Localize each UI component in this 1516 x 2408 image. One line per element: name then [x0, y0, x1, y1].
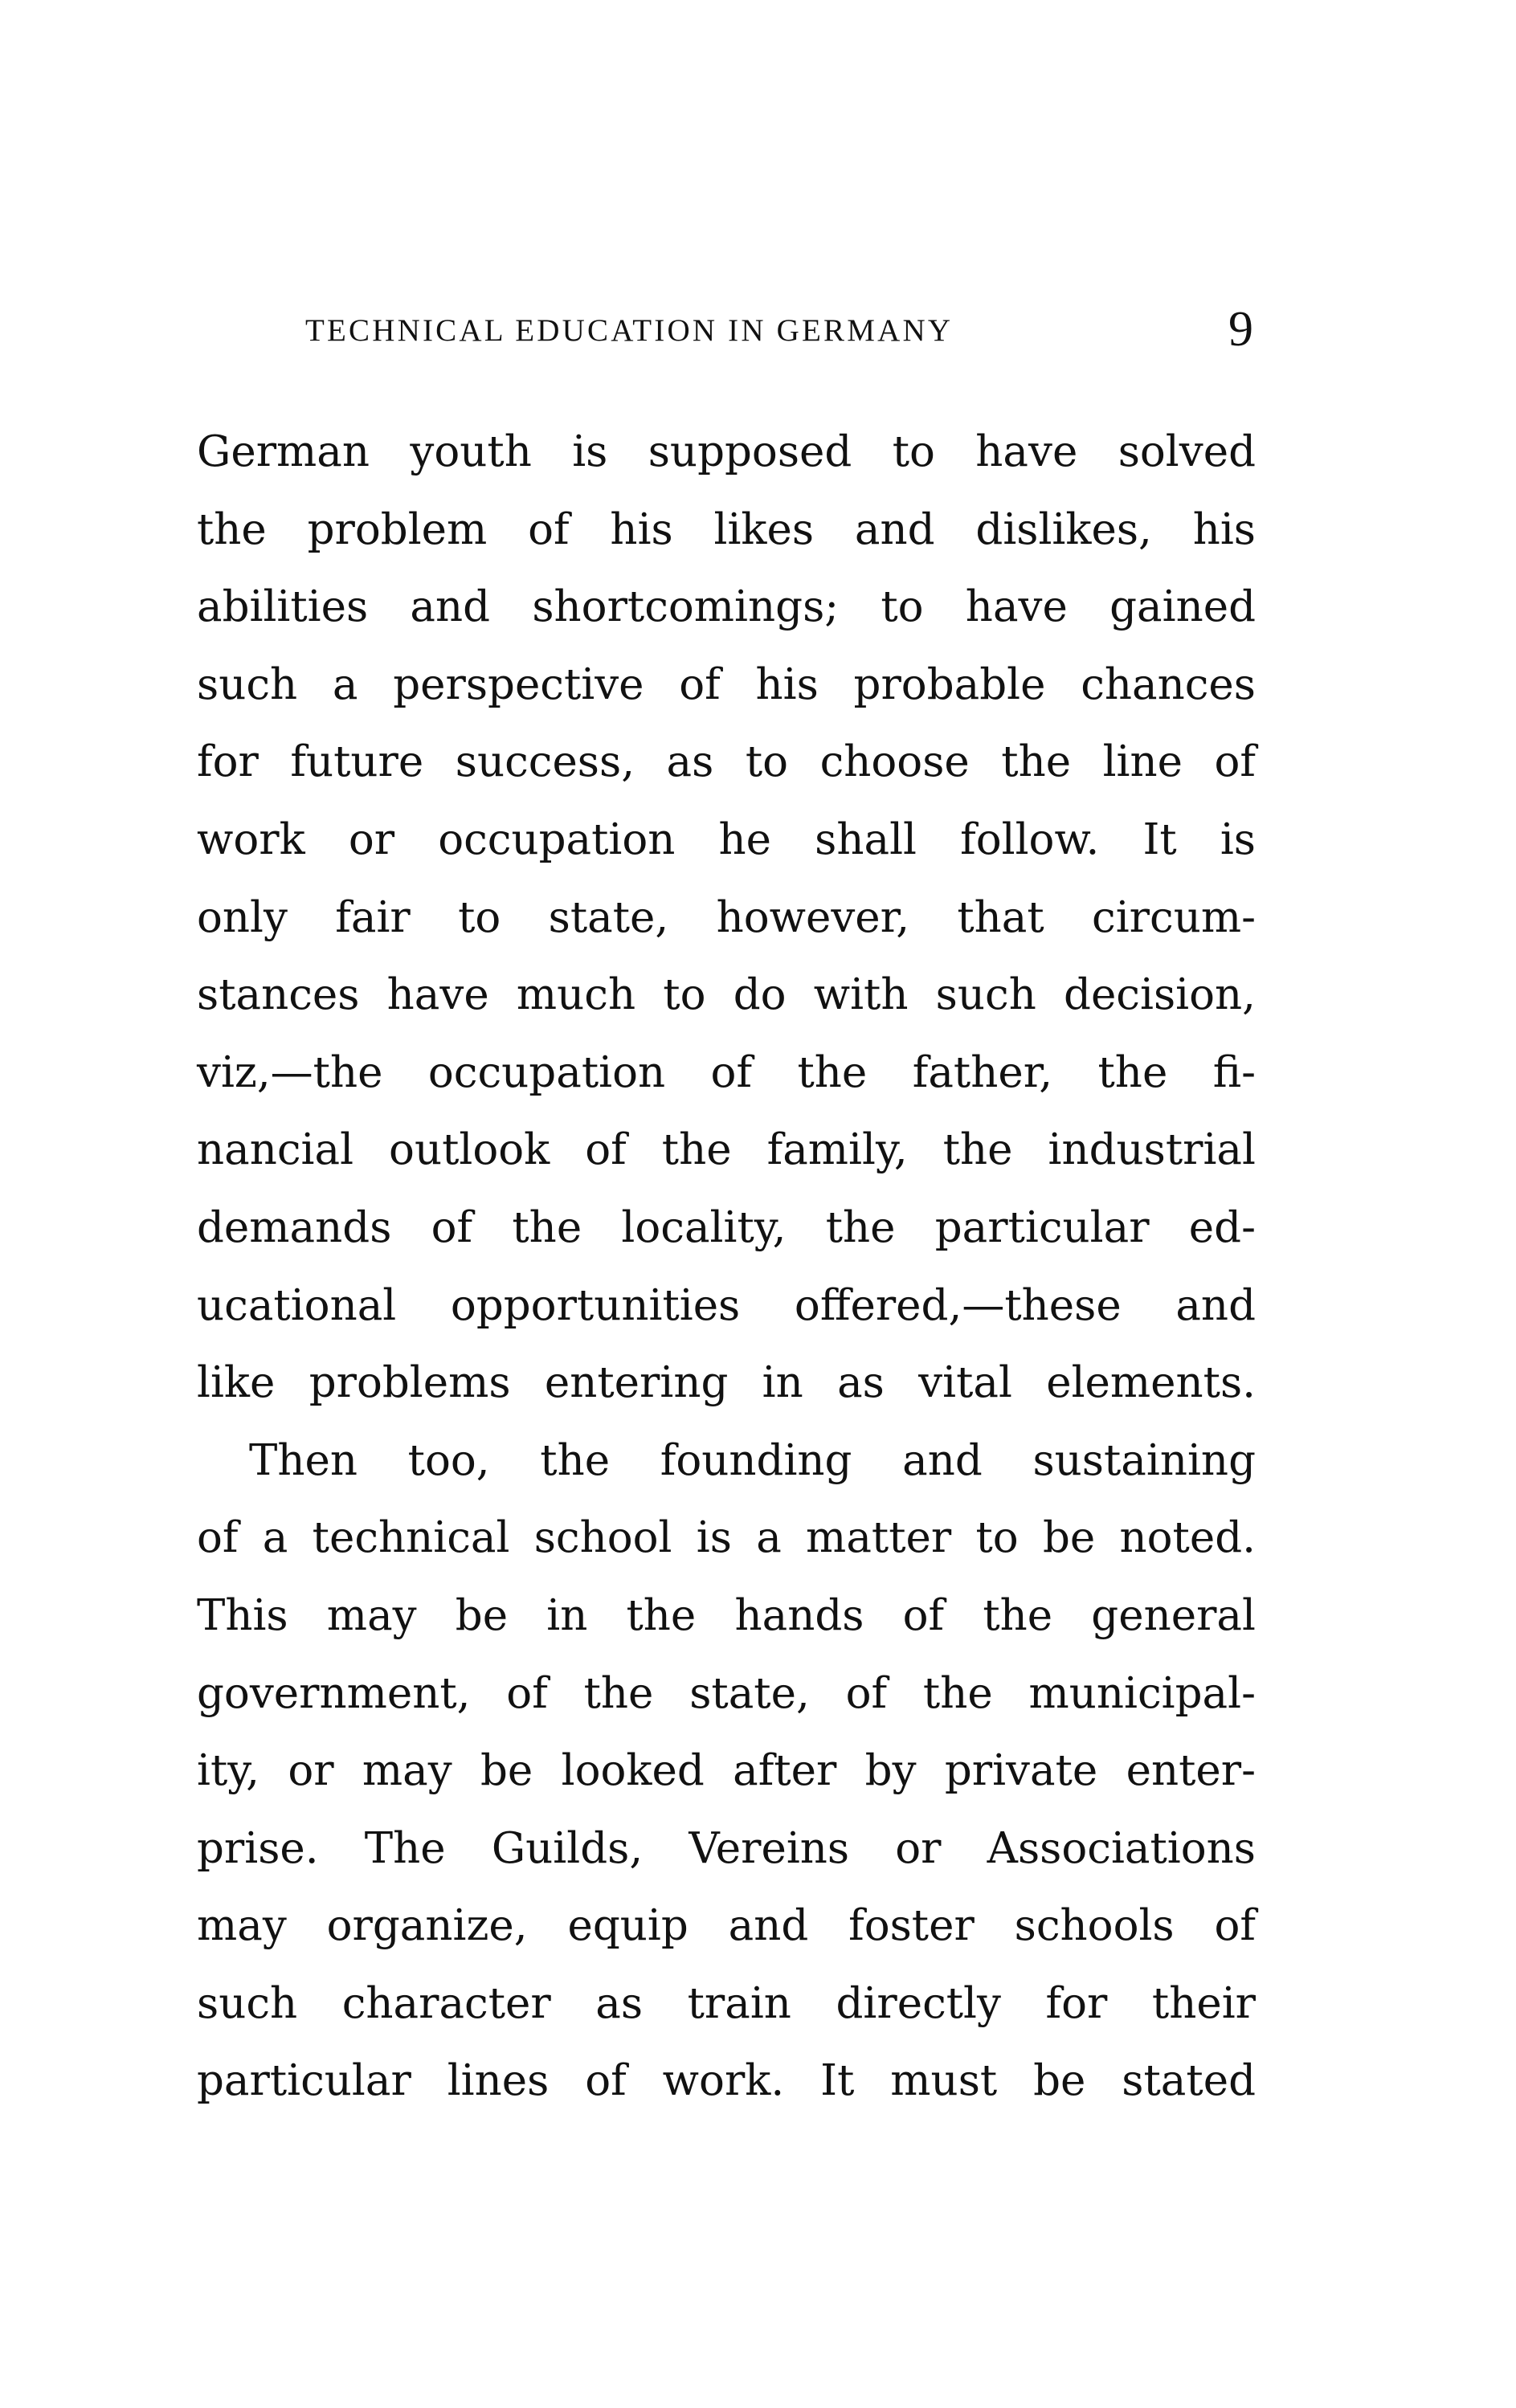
- text-line: for future success, as to choose the line of: [197, 737, 1256, 787]
- text-line: such character as train directly for their: [197, 1978, 1256, 2028]
- text-line: nancial outlook of the family, the industrial: [197, 1125, 1256, 1175]
- text-line: stances have much to do with such decision,: [197, 970, 1256, 1020]
- text-line: such a perspective of his probable chances: [197, 659, 1256, 709]
- body-text: [197, 414, 1256, 2120]
- text-line: of a technical school is a matter to be noted.: [197, 1513, 1256, 1563]
- text-line: ucational opportunities offered,—these and: [197, 1280, 1256, 1330]
- running-head: [305, 301, 1253, 357]
- text-line: government, of the state, of the municipal-: [197, 1668, 1256, 1718]
- text-line: may organize, equip and foster schools of: [197, 1901, 1256, 1951]
- text-line: ity, or may be looked after by private enter-: [197, 1746, 1256, 1796]
- page-number: 9: [1228, 302, 1253, 357]
- text-line: prise. The Guilds, Vereins or Associations: [197, 1823, 1256, 1873]
- text-line: viz,—the occupation of the father, the fi-: [197, 1047, 1256, 1097]
- text-line: particular lines of work. It must be stated: [197, 2056, 1256, 2106]
- text-line: This may be in the hands of the general: [197, 1590, 1256, 1640]
- text-line: like problems entering in as vital elements.: [197, 1358, 1256, 1408]
- text-line: demands of the locality, the particular ed-: [197, 1202, 1256, 1252]
- text-line: only fair to state, however, that circum-: [197, 892, 1256, 942]
- text-line: the problem of his likes and dislikes, his: [197, 504, 1256, 554]
- paragraph-first-line: Then too, the founding and sustaining: [249, 1435, 1256, 1485]
- running-title: TECHNICAL EDUCATION IN GERMANY: [305, 313, 954, 348]
- text-line: German youth is supposed to have solved: [197, 427, 1256, 476]
- text-line: work or occupation he shall follow. It is: [197, 814, 1256, 864]
- text-line: abilities and shortcomings; to have gained: [197, 582, 1256, 632]
